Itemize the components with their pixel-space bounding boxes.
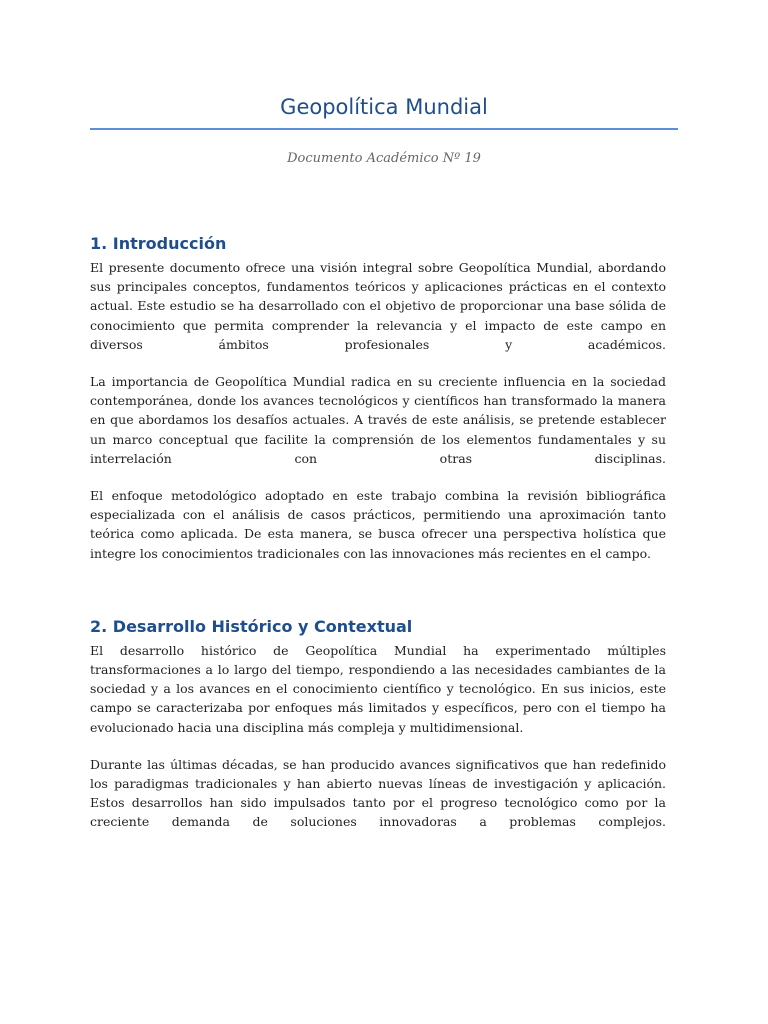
- title-divider: [90, 128, 678, 130]
- document-page: [90, 0, 678, 832]
- document-subtitle: Documento Académico Nº 19: [287, 151, 481, 166]
- paragraph: El presente documento ofrece una visión integral sobre Geopolítica Mundial, abordando sus principales conceptos, fundamentos teóricos y aplicaciones prácticas en el contexto actual. Este estudio se ha desarrollado con el objetivo de proporcionar una base sólida de conocimiento que permita comprender la relevancia y el impacto de este campo en diversos ámbitos profesionales y académicos.: [90, 260, 666, 352]
- section-heading-introduccion: 1. Introducción: [90, 234, 227, 253]
- paragraph: El desarrollo histórico de Geopolítica Mundial ha experimentado múltiples transformaciones a lo largo del tiempo, respondiendo a las necesidades cambiantes de la sociedad y a los avances en el conocimiento científico y tecnológico. En sus inicios, este campo se caracterizaba por enfoques más limitados y específicos, pero con el tiempo ha evolucionado hacia una disciplina más compleja y multidimensional.: [90, 642, 666, 735]
- paragraph: El enfoque metodológico adoptado en este trabajo combina la revisión bibliográfica especializada con el análisis de casos prácticos, permitiendo una aproximación tanto teórica como aplicada. De esta manera, se busca ofrecer una perspectiva holística que integre los conocimientos tradicionales con las innovaciones más recientes en el campo.: [90, 488, 666, 561]
- document-title: Geopolítica Mundial: [280, 95, 488, 119]
- paragraph: Durante las últimas décadas, se han producido avances significativos que han redefinido los paradigmas tradicionales y han abierto nuevas líneas de investigación y aplicación. Estos desarrollos han sido impulsados tanto por el progreso tecnológico como por la creciente demanda de soluciones innovadoras a problemas complejos.: [90, 756, 666, 830]
- section-heading-desarrollo-historico: 2. Desarrollo Histórico y Contextual: [90, 616, 413, 636]
- paragraph: La importancia de Geopolítica Mundial radica en su creciente influencia en la sociedad contemporánea, donde los avances tecnológicos y científicos han transformado la manera en que abordamos los desafíos actuales. A través de este análisis, se pretende establecer un marco conceptual que facilite la comprensión de los elementos fundamentales y su interrelación con otras disciplinas.: [90, 374, 666, 466]
